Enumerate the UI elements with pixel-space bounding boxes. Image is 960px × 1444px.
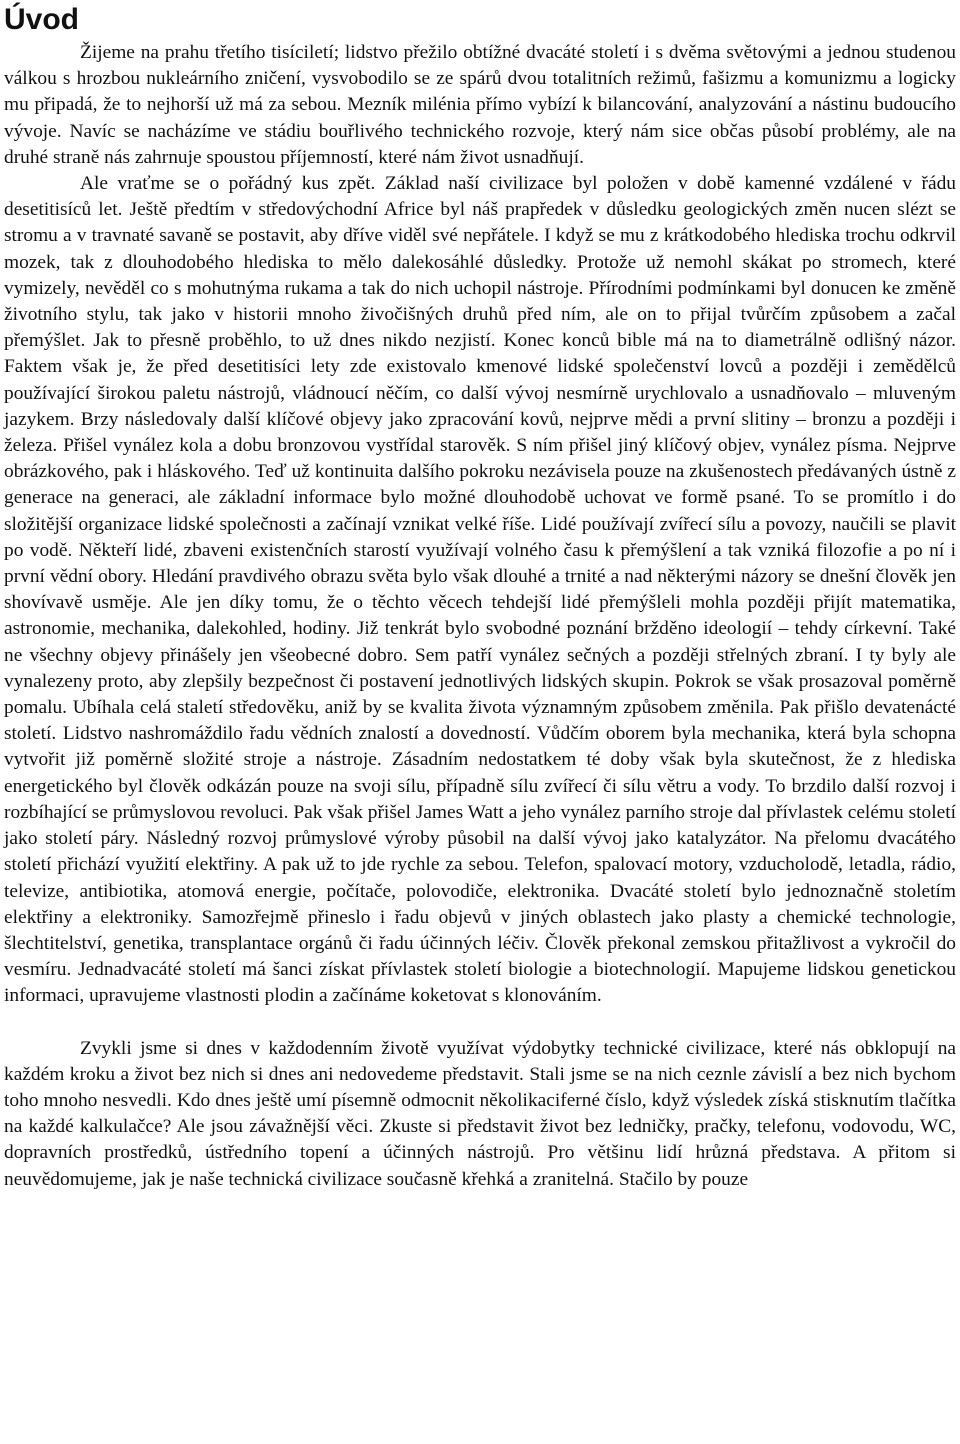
page-title: Úvod (4, 3, 79, 36)
paragraph-3: Zvykli jsme si dnes v každodenním životě využívat výdobytky technické civilizace, které nás obklopují na každém kroku a život bez nich si dnes ani nedovedeme představit. Stali jsme se na nich ceznle závislí a bez nich bychom toho mnoho nesvedli. Kdo dnes ještě umí písemně odmocnit několikaciferné číslo, když výsledek získá stisknutím tlačítka na každé kalkulačce? Ale jsou závažnější věci. Zkuste si představit život bez ledničky, pračky, telefonu, vodovodu, WC, dopravních prostředků, ústředního topení a účinných nástrojů. Pro většinu lidí hrůzná představa. A přitom si neuvědomujeme, jak je naše technická civilizace současně křehká a zranitelná. Stačilo by pouze (4, 1037, 956, 1190)
paragraph-1: Žijeme na prahu třetího tisíciletí; lidstvo přežilo obtížné dvacáté století i s dvěma světovými a jednou studenou válkou s hrozbou nukleárního zničení, vysvobodilo se ze spárů dvou totalitních režimů, fašizmu a komunizmu a logicky mu připadá, že to nejhorší už má za sebou. Mezník milénia přímo vybízí k bilancování, analyzování a nástinu budoucího vývoje. Navíc se nacházíme ve stádiu bouřlivého technického rozvoje, který nám sice občas působí problémy, ale na druhé straně nás zahrnuje spoustou příjemností, které nám život usnadňují. (4, 42, 956, 168)
paragraph-2: Ale vraťme se o pořádný kus zpět. Základ naší civilizace byl položen v době kamenné vzdálené v řádu desetitisíců let. Ještě předtím v středovýchodní Africe byl náš prapředek v důsledku geologických změn nucen slézt se stromu a v travnaté savaně se postavit, aby dříve viděl své nepřátele. I když se mu z krátkodobého hlediska trochu odkrvil mozek, tak z dlouhodobého hlediska to mělo dalekosáhlé důsledky. Protože už nemohl skákat po stromech, které vymizely, nevěděl co s mohutnýma rukama a tak do nich uchopil nástroje. Přírodními podmínkami byl donucen ke změně životního stylu, tak jako v historii mnoho živočišných druhů před ním, ale on to přijal tvůrčím způsobem a začal přemýšlet. Jak to přesně proběhlo, to už dnes nikdo nezjistí. Konec konců bible má na to diametrálně odlišný názor. Faktem však je, že před desetitisíci lety zde existovalo kmenové lidské společenství lovců a později i zemědělců používající širokou paletu nástrojů, vládnoucí něčím, co další vývoj nesmírně urychlovalo a usnadňovalo – mluveným jazykem. Brzy následovaly další klíčové objevy jako zpracování kovů, nejprve mědi a první slitiny – bronzu a později i železa. Přišel vynález kola a dobu bronzovou vystřídal starověk. S ním přišel jiný klíčový objev, vynález písma. Nejprve obrázkového, pak i hláskového. Teď už kontinuita dalšího pokroku nezávisela pouze na zkušenostech předávaných ústně z generace na generaci, ale základní informace bylo možné dlouhodobě uchovat ve formě psané. To se promítlo i do složitější organizace lidské společnosti a začínají vznikat velké říše. Lidé používají zvířecí sílu a povozy, naučili se plavit po vodě. Někteří lidé, zbaveni existenčních starostí využívají volného času k přemýšlení a tak vzniká filozofie a po ní i první vědní obory. Hledání pravdivého obrazu světa bylo však dlouhé a trnité a nad některými názory se dnešní člověk jen shovívavě usměje. Ale jen díky tomu, že o těchto věcech tehdejší lidé přemýšleli mohla později přijít matematika, astronomie, mechanika, dalekohled, hodiny. Již tenkrát bylo svobodné poznání bržděno ideologií – tehdy církevní. Také ne všechny objevy přinášely jen všeobecné dobro. Sem patří vynález sečných a později střelných zbraní. I ty byly ale vynalezeny proto, aby zlepšily bezpečnost či postavení jednotlivých lidských skupin. Pokrok se však prosazoval poměrně pomalu. Ubíhala celá staletí středověku, aniž by se kvalita života významným způsobem změnila. Pak přišlo devatenácté století. Lidstvo nashromáždilo řadu vědních znalostí a dovedností. Vůdčím oborem byla mechanika, která byla schopna vytvořit již poměrně složité stroje a nástroje. Zásadním nedostatkem té doby však byla skutečnost, že z hlediska energetického byl člověk odkázán pouze na svoji sílu, případně sílu zvířecí či sílu větru a vody. To brzdilo další rozvoj i rozbíhající se průmyslovou revoluci. Pak však přišel James Watt a jeho vynález parního stroje dal přívlastek celému století jako století páry. Následný rozvoj průmyslové výroby působil na další vývoj jako katalyzátor. Na přelomu dvacátého století přichází využití elektřiny. A pak už to jde rychle za sebou. Telefon, spalovací motory, vzducholodě, letadla, rádio, televize, antibiotika, atomová energie, počítače, polovodiče, elektronika. Dvacáté století bylo jednoznačně stoletím elektřiny a elektroniky. Samozřejmě přineslo i řadu objevů v jiných oblastech jako plasty a chemické technologie, šlechtitelství, genetika, transplantace orgánů či řadu účinných léčiv. Člověk překonal zemskou přitažlivost a vykročil do vesmíru. Jednadvacáté století má šanci získat přívlastek století biologie a biotechnologií. Mapujeme lidskou genetickou informaci, upravujeme vlastnosti plodin a začínáme koketovat s klonováním. (4, 173, 956, 1007)
